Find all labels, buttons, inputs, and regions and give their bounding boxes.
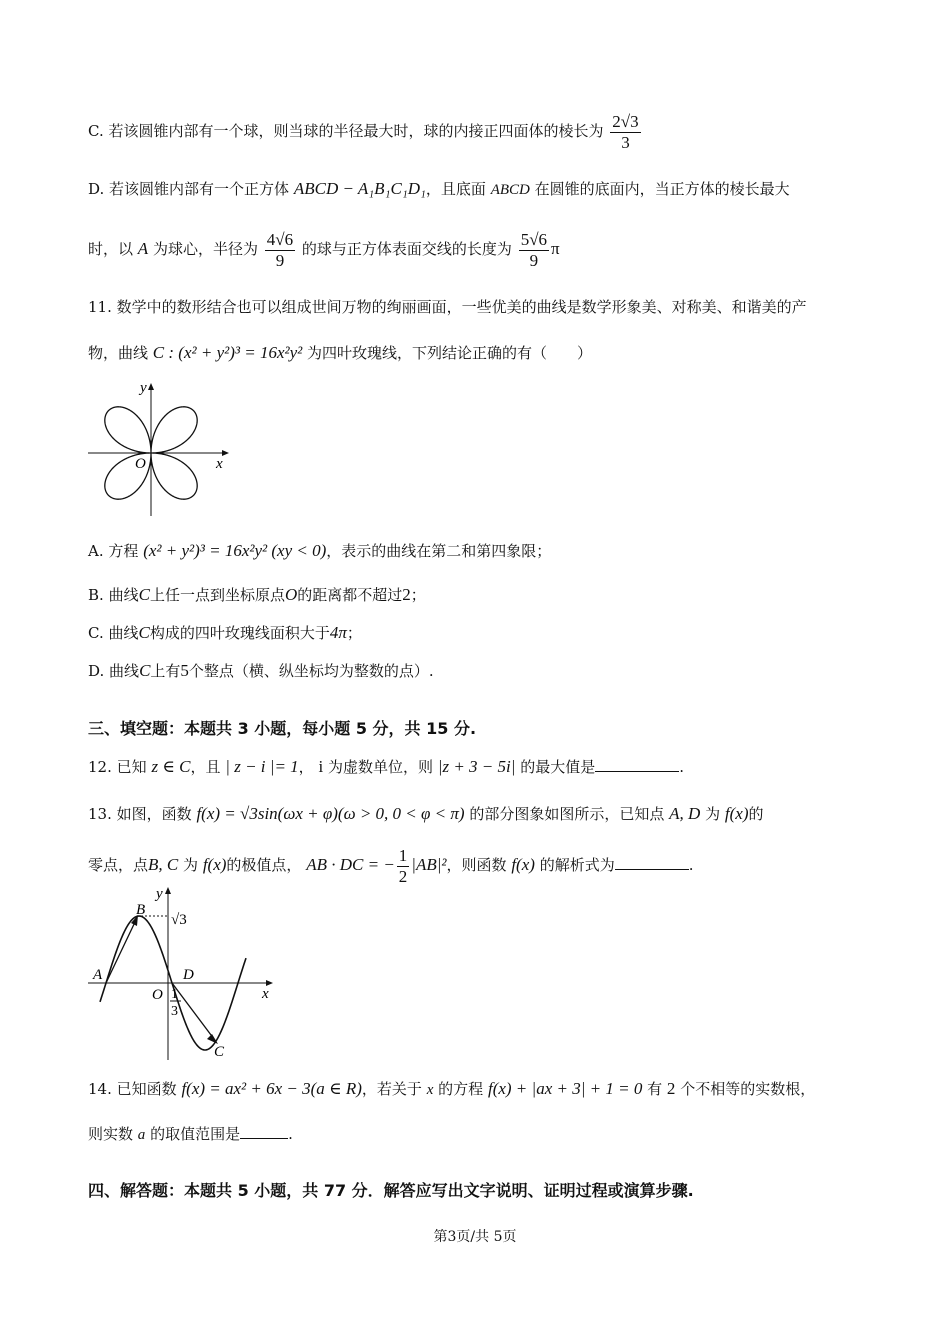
q13-line1: 13. 如图，函数 f(x) = √3sin(ωx + φ)(ω > 0, 0 < φ < π) 的部分图象如图所示，已知点 A, D 为 f(x)的 [88,804,764,823]
y-label: y [140,380,147,396]
d-label: D [183,967,194,983]
x-label: x [216,456,223,472]
edge-length-fraction: $\frac{2√3}{3}$ [612,112,639,152]
curve-equation: C : (x² + y²)³ = 16x²y² [152,343,303,362]
vector-ab [106,920,136,983]
four-leaf-rose-figure [86,378,236,518]
q12-answer-blank[interactable] [595,757,679,772]
half-fraction: $\frac{1}{2}$ [398,846,408,886]
q12: 12. 已知 z ∈ C，且 | z − i |= 1， i 为虚数单位，则 |z + 3 − 5i| 的最大值是 . [88,757,684,776]
q11-stem-line2: 物，曲线 C : (x² + y²)³ = 16x²y² 为四叶玫瑰线，下列结论正确的有（ ） [88,343,593,362]
q11-option-c: C. 曲线C构成的四叶玫瑰线面积大于4π； [88,623,362,642]
y-axis-arrow [148,383,154,390]
c-label: C [214,1044,225,1060]
radius-fraction: $\frac{4√6}{9}$ [266,230,294,270]
q11-option-d: D. 曲线C上有5个整点（横、纵坐标均为整数的点）. [88,661,434,680]
sqrt3-label: √3 [171,912,187,928]
b-label: B [136,902,146,918]
x-axis-arrow [222,450,229,456]
origin-label: O [135,456,146,472]
origin-label: O [152,987,163,1003]
sine-graph-figure [86,882,286,1062]
q10-option-d-line2: 时，以 A 为球心，半径为 $\frac{4√6}{9}$ 的球与正方体表面交线的长度为 $\frac{5√6}{9}$ π [88,230,560,270]
third-num: 1 [171,987,178,1002]
x-label: x [262,986,269,1002]
third-den: 3 [171,1004,178,1019]
q11-option-a: A. 方程 (x² + y²)³ = 16x²y² (xy < 0)，表示的曲线在第二和第四象限； [88,541,552,560]
q13-line2: 零点，点B, C 为 f(x)的极值点， AB · DC = − $\frac{1}{2}$ |AB|²，则函数 f(x) 的解析式为 . [88,846,694,886]
length-fraction: $\frac{5√6}{9}$ [520,230,548,270]
q14-line1: 14. 已知函数 f(x) = ax² + 6x − 3(a ∈ R)，若关于 x 的方程 f(x) + |ax + 3| + 1 = 0 有 2 个不相等的实数根， [88,1079,816,1098]
q13-answer-blank[interactable] [615,855,689,870]
q10-option-d-line1: D. 若该圆锥内部有一个正方体 ABCD − A₁B₁C₁D₁，且底面 ABCD 在圆锥的底面内，当正方体的棱长最大 [88,179,790,198]
page-footer: 第3页/共 5页 [433,1229,517,1245]
y-axis-arrow [165,887,171,894]
a-label: A [93,967,103,983]
section-4-heading: 四、解答题：本题共 5 小题，共 77 分．解答应写出文字说明、证明过程或演算步骤. [88,1181,694,1200]
q11-stem-line1: 11. 数学中的数形结合也可以组成世间万物的绚丽画面，一些优美的曲线是数学形象美、对称美、和谐美的产 [88,298,807,316]
q14-answer-blank[interactable] [240,1124,288,1139]
vector-dc [172,983,214,1039]
q11-option-b: B. 曲线C上任一点到坐标原点O的距离都不超过2； [88,585,426,604]
y-label: y [156,886,163,902]
q14-line2: 则实数 a 的取值范围是 . [88,1125,293,1143]
q10-option-c: C. 若该圆锥内部有一个球，则当球的半径最大时，球的内接正四面体的棱长为 $\frac{2√3}{3}$ [88,112,639,152]
section-3-heading: 三、填空题：本题共 3 小题，每小题 5 分，共 15 分. [88,719,477,738]
